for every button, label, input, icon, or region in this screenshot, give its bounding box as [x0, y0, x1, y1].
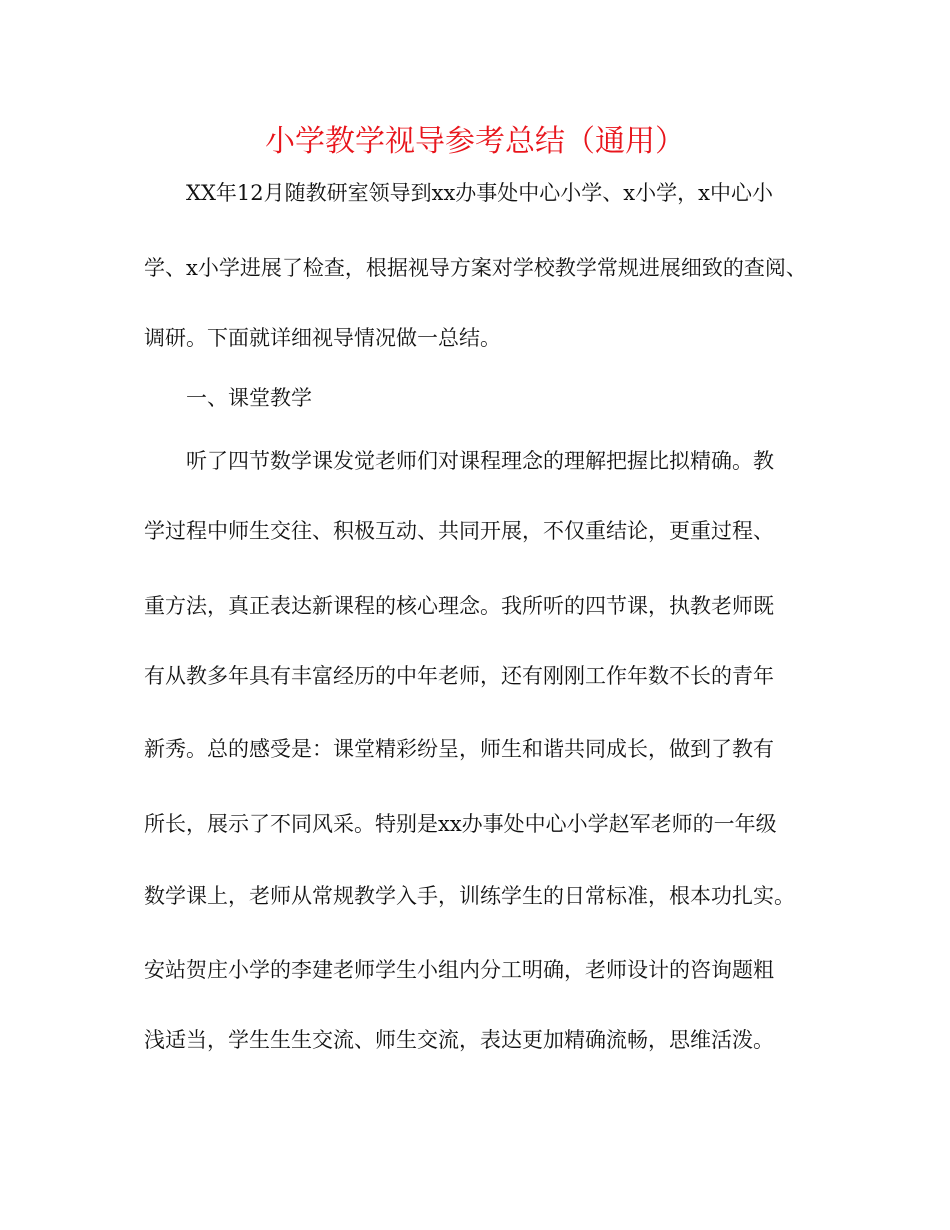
- document-title: 小学教学视导参考总结（通用）: [265, 124, 685, 159]
- section-heading: 一、课堂教学: [186, 386, 312, 410]
- paragraph-line: 重方法，真正表达新课程的核心理念。我所听的四节课，执教老师既: [144, 594, 774, 618]
- paragraph-line: 新秀。总的感受是：课堂精彩纷呈，师生和谐共同成长，做到了教有: [144, 737, 774, 761]
- paragraph-line: 听了四节数学课发觉老师们对课程理念的理解把握比拟精确。教: [186, 449, 774, 473]
- paragraph-line: 学过程中师生交往、积极互动、共同开展，不仅重结论，更重过程、: [144, 519, 774, 543]
- paragraph-line: 有从教多年具有丰富经历的中年老师，还有刚刚工作年数不长的青年: [144, 664, 774, 688]
- paragraph-line: 安站贺庄小学的李建老师学生小组内分工明确，老师设计的咨询题粗: [144, 958, 774, 982]
- paragraph-line: 学、x小学进展了检查，根据视导方案对学校教学常规进展细致的查阅、: [144, 256, 807, 280]
- paragraph-line: 数学课上，老师从常规教学入手，训练学生的日常标准，根本功扎实。: [144, 884, 795, 908]
- paragraph-line: 调研。下面就详细视导情况做一总结。: [144, 326, 501, 350]
- paragraph-line: 所长，展示了不同风采。特别是xx办事处中心小学赵军老师的一年级: [144, 812, 777, 836]
- paragraph-line: XX年12月随教研室领导到xx办事处中心小学、x小学，x中心小: [186, 181, 773, 205]
- paragraph-line: 浅适当，学生生生交流、师生交流，表达更加精确流畅，思维活泼。: [144, 1028, 774, 1052]
